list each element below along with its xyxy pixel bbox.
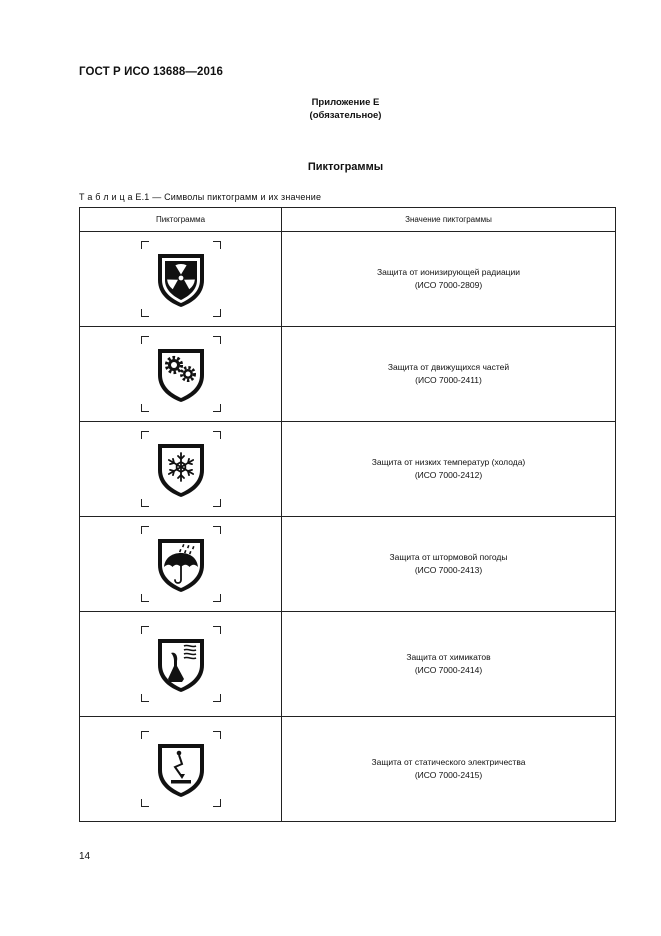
meaning-cell bbox=[282, 717, 616, 822]
pictogram-table bbox=[79, 207, 616, 822]
meaning-text: Защита от химикатов bbox=[406, 652, 491, 662]
standard-code: (ИСО 7000-2415) bbox=[414, 770, 483, 780]
table-row bbox=[80, 327, 616, 422]
radiation-shield-icon bbox=[141, 241, 221, 317]
meaning-text: Защита от штормовой погоды bbox=[389, 552, 508, 562]
gears-shield-icon bbox=[141, 336, 221, 412]
snowflake-shield-icon bbox=[141, 431, 221, 507]
table-row bbox=[80, 717, 616, 822]
table-row bbox=[80, 422, 616, 517]
meaning-text: Защита от низких температур (холода) bbox=[371, 457, 526, 467]
table-caption: Т а б л и ц а Е.1 — Символы пиктограмм и их значение bbox=[79, 192, 322, 202]
pictogram-cell bbox=[80, 717, 282, 822]
pictogram-cell bbox=[80, 517, 282, 612]
pictogram-cell bbox=[80, 327, 282, 422]
standard-code: (ИСО 7000-2809) bbox=[414, 280, 483, 290]
umbrella-rain-shield-icon bbox=[141, 526, 221, 602]
meaning-cell bbox=[282, 612, 616, 717]
document-header: ГОСТ Р ИСО 13688—2016 bbox=[79, 66, 224, 78]
standard-code: (ИСО 7000-2411) bbox=[415, 375, 482, 385]
meaning-text: Защита от статического электричества bbox=[371, 757, 526, 767]
chemical-flask-shield-icon bbox=[141, 626, 221, 702]
table-header-row bbox=[80, 208, 616, 232]
pictogram-cell bbox=[80, 232, 282, 327]
table-row bbox=[80, 612, 616, 717]
annex-status: (обязательное) bbox=[309, 110, 382, 121]
meaning-text: Защита от движущихся частей bbox=[387, 362, 510, 372]
meaning-cell bbox=[282, 232, 616, 327]
page-number: 14 bbox=[79, 851, 91, 862]
meaning-cell bbox=[282, 517, 616, 612]
standard-code: (ИСО 7000-2413) bbox=[414, 565, 483, 575]
column-header-meaning: Значение пиктограммы bbox=[282, 208, 616, 232]
annex-title: Приложение Е bbox=[311, 97, 380, 108]
electric-bolt-shield-icon bbox=[141, 731, 221, 807]
column-header-pictogram: Пиктограмма bbox=[80, 208, 282, 232]
meaning-cell bbox=[282, 327, 616, 422]
table-row bbox=[80, 517, 616, 612]
standard-code: (ИСО 7000-2412) bbox=[414, 470, 483, 480]
section-title: Пиктограммы bbox=[307, 161, 384, 173]
standard-code: (ИСО 7000-2414) bbox=[414, 665, 483, 675]
pictogram-cell bbox=[80, 612, 282, 717]
pictogram-cell bbox=[80, 422, 282, 517]
meaning-cell bbox=[282, 422, 616, 517]
annex-heading bbox=[0, 96, 661, 122]
meaning-text: Защита от ионизирующей радиации bbox=[376, 267, 521, 277]
table-row bbox=[80, 232, 616, 327]
